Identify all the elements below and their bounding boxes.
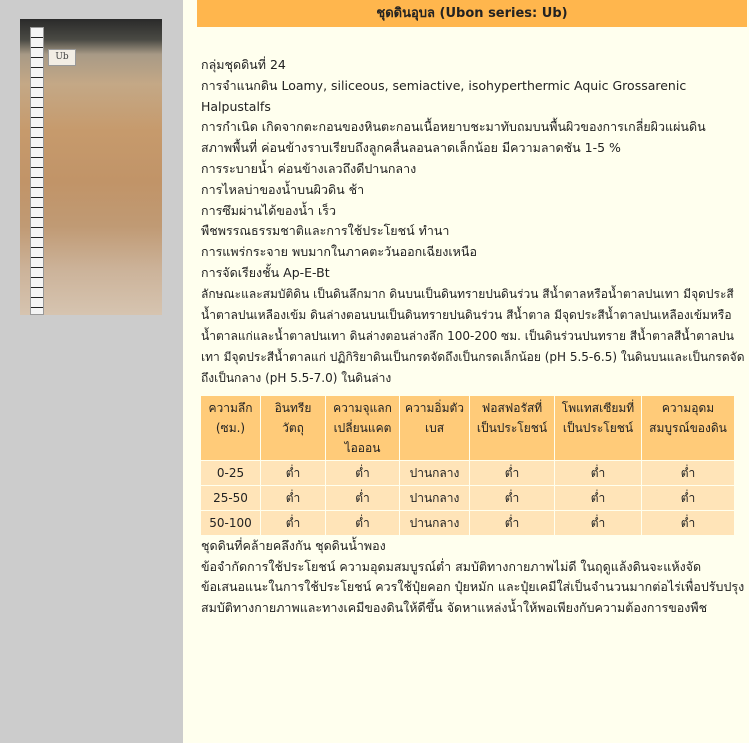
column-header-organic-matter: อินทรีย วัตถุ — [261, 396, 325, 460]
table-cell: ปานกลาง — [400, 511, 469, 535]
table-row — [201, 461, 734, 485]
use-limitations: ข้อจำกัดการใช้ประโยชน์ ความอุดมสมบูรณ์ต่ำ สมบัติทางกายภาพไม่ดี ในฤดูแล้งดินจะแห้งจัด — [201, 558, 702, 574]
soil-drainage: การระบายน้ำ ค่อนข้างเลวถึงดีปานกลาง — [201, 160, 417, 176]
column-header-phosphorus: ฟอสฟอรัสที่เป็นประโยชน์ — [470, 396, 554, 460]
table-row — [201, 511, 734, 535]
fertility-table — [200, 395, 735, 536]
measuring-ruler-icon — [30, 27, 44, 315]
table-cell: ต่ำ — [555, 486, 641, 510]
column-header-cec: ความจุแลกเปลี่ยนแคตไอออน — [326, 396, 399, 460]
table-cell: ต่ำ — [555, 511, 641, 535]
column-header-base-saturation: ความอิ่มตัวเบส — [400, 396, 469, 460]
column-header-potassium: โพแทสเซียมที่เป็นประโยชน์ — [555, 396, 641, 460]
table-cell: ต่ำ — [261, 511, 325, 535]
table-header-row — [201, 396, 734, 460]
use-recommendations: ข้อเสนอแนะในการใช้ประโยชน์ ควรใช้ปุ๋ยคอก ปุ๋ยหมัก และปุ๋ยเคมีใส่เป็นจำนวนมากต่อไร่เพื่อปรับปรุงสมบัติทางกายภาพและทางเคมีของดินให้ดีขึ้น จัดหาแหล่งน้ำให้พอเพียงกับความต้องการของพืช — [201, 579, 745, 616]
soil-classification: การจำแนกดิน Loamy, siliceous, semiactive, isohyperthermic Aquic Grossarenic Halpustalfs — [201, 77, 687, 114]
table-cell: 25-50 — [201, 486, 260, 510]
left-sidebar — [0, 0, 183, 743]
soil-origin: การกำเนิด เกิดจากตะกอนของหินตะกอนเนื้อหยาบชะมาทับถมบนพื้นผิวของการเกลี่ยผิวแผ่นดิน — [201, 119, 706, 135]
table-cell: ต่ำ — [642, 486, 734, 510]
soil-description — [201, 55, 745, 619]
table-cell: ต่ำ — [261, 461, 325, 485]
column-header-fertility: ความอุดมสมบูรณ์ของดิน — [642, 396, 734, 460]
table-cell: ต่ำ — [326, 486, 399, 510]
table-cell: ต่ำ — [326, 461, 399, 485]
soil-horizons: การจัดเรียงชั้น Ap-E-Bt — [201, 264, 330, 280]
table-cell: ต่ำ — [261, 486, 325, 510]
table-cell: ต่ำ — [642, 511, 734, 535]
table-cell: ปานกลาง — [400, 461, 469, 485]
similar-soils: ชุดดินที่คล้ายคลึงกัน ชุดดินน้ำพอง — [201, 537, 386, 553]
table-cell: ต่ำ — [470, 486, 554, 510]
soil-series-tag: Ub — [48, 49, 76, 66]
soil-permeability: การซึมผ่านได้ของน้ำ เร็ว — [201, 202, 337, 218]
table-cell: ต่ำ — [470, 461, 554, 485]
soil-distribution: การแพร่กระจาย พบมากในภาคตะวันออกเฉียงเหนือ — [201, 244, 477, 260]
soil-vegetation: พืชพรรณธรรมชาติและการใช้ประโยชน์ ทำนา — [201, 223, 450, 239]
soil-terrain: สภาพพื้นที่ ค่อนข้างราบเรียบถึงลูกคลื่นลอนลาดเล็กน้อย มีความลาดชัน 1-5 % — [201, 140, 621, 156]
table-cell: ต่ำ — [326, 511, 399, 535]
table-cell: ต่ำ — [555, 461, 641, 485]
table-cell: 50-100 — [201, 511, 260, 535]
soil-characteristics: ลักษณะและสมบัติดิน เป็นดินลึกมาก ดินบนเป็นดินทรายปนดินร่วน สีน้ำตาลหรือน้ำตาลปนเทา มีจุดประสีน้ำตาลปนเหลืองเข้ม ดินล่างตอนบนเป็นดินทรายปนดินร่วน สีน้ำตาล มีจุดประสีน้ำตาลปนเหลืองเข้มหรือน้ำตาลแก่และน้ำตาลปนเทา ดินล่างตอนล่างลึก 100-200 ซม. เป็นดินร่วนปนทราย สีน้ำตาลสีน้ำตาลปนเทา มีจุดประสีน้ำตาลแก่ ปฏิกิริยาดินเป็นกรดจัดถึงเป็นกรดเล็กน้อย (pH 5.5-6.5) ในดินบนและเป็นกรดจัดถึงเป็นกลาง (pH 5.5-7.0) ในดินล่าง — [201, 286, 745, 385]
column-header-depth: ความลึก (ซม.) — [201, 396, 260, 460]
soil-profile-photo — [20, 19, 162, 315]
table-cell: ต่ำ — [470, 511, 554, 535]
table-row — [201, 486, 734, 510]
table-cell: 0-25 — [201, 461, 260, 485]
table-cell: ปานกลาง — [400, 486, 469, 510]
soil-runoff: การไหลบ่าของน้ำบนผิวดิน ช้า — [201, 181, 365, 197]
page-title: ชุดดินอุบล (Ubon series: Ub) — [197, 0, 747, 27]
soil-group: กลุ่มชุดดินที่ 24 — [201, 57, 286, 72]
table-cell: ต่ำ — [642, 461, 734, 485]
main-panel — [183, 0, 749, 743]
